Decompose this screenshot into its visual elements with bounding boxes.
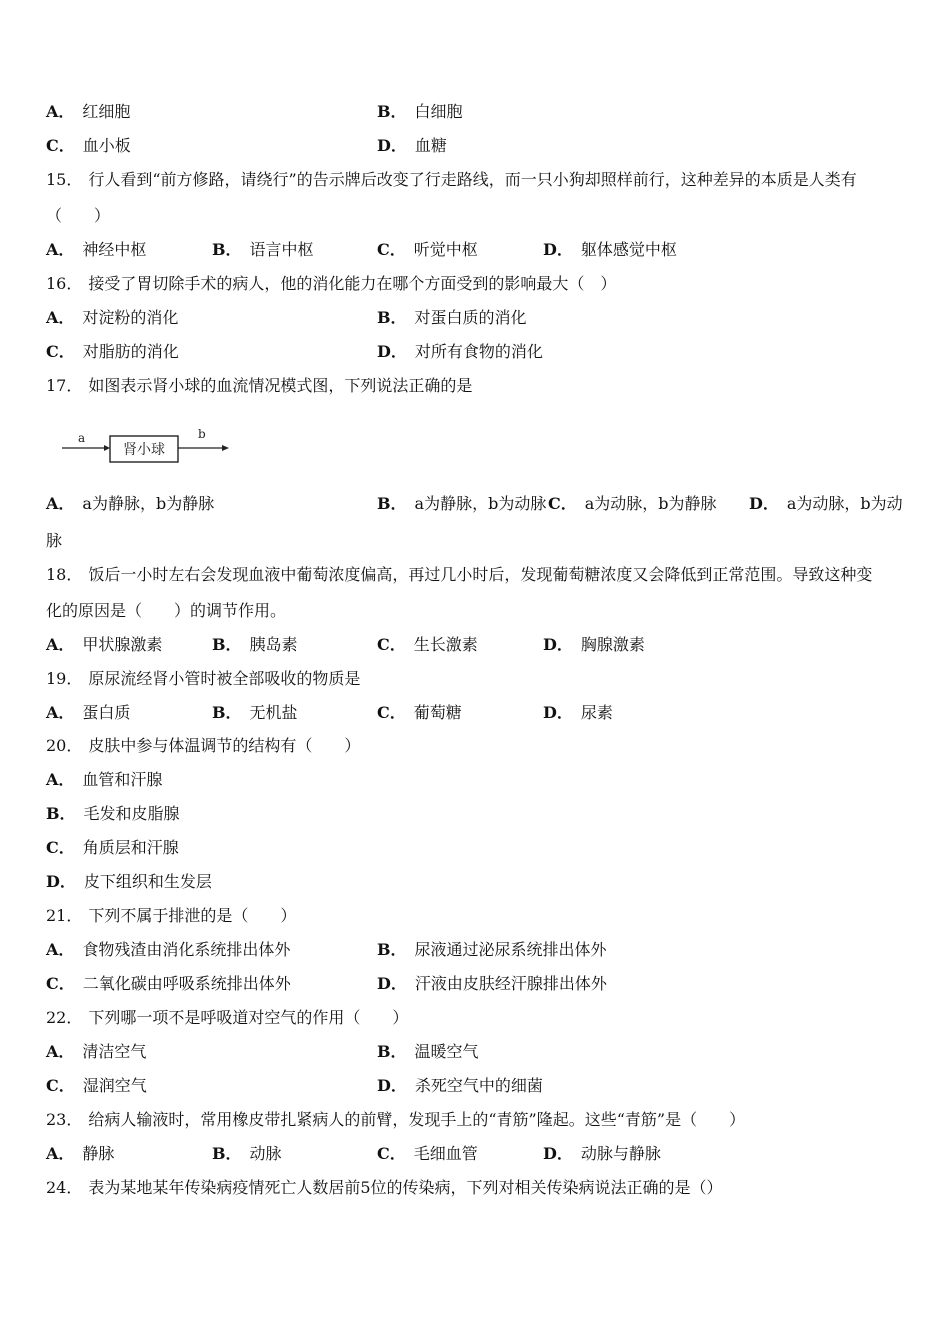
q22-stem: [46, 1008, 408, 1028]
option-letter: C．: [377, 240, 406, 259]
option-letter: A．: [46, 240, 75, 259]
question-text: 如图表示肾小球的血流情况模式图，下列说法正确的是: [88, 376, 473, 395]
option-text: 毛发和皮脂腺: [83, 804, 180, 823]
q15-option-b: [212, 240, 314, 260]
option-letter: C．: [548, 494, 577, 513]
q19-option-b: [212, 703, 298, 723]
option-text: 食物残渣由消化系统排出体外: [82, 940, 291, 959]
q21-stem: [46, 906, 296, 926]
glomerulus-label: 肾小球: [123, 442, 165, 458]
q17-option-d-wrap: 脉: [46, 531, 63, 550]
q21-option-a: [46, 940, 290, 960]
q15-option-a: [46, 240, 146, 260]
q23-option-c: [377, 1144, 478, 1164]
option-letter: A．: [46, 308, 75, 327]
question-text: 下列哪一项不是呼吸道对空气的作用（ ）: [88, 1008, 409, 1027]
option-text: a为动脉，b为静脉: [584, 494, 717, 513]
option-letter: D．: [46, 872, 76, 891]
glomerulus-flow-diagram: [60, 426, 235, 466]
q19-stem: [46, 669, 360, 689]
q21-option-b: [377, 940, 607, 960]
option-letter: B．: [212, 703, 242, 722]
option-letter: A．: [46, 940, 75, 959]
option-letter: C．: [46, 136, 75, 155]
option-text: 角质层和汗腺: [82, 838, 179, 857]
question-number: 17．: [46, 376, 83, 395]
option-letter: D．: [543, 635, 573, 654]
q22-option-a: [46, 1042, 146, 1062]
q16-option-d: [377, 342, 543, 362]
question-text: 皮肤中参与体温调节的结构有（ ）: [88, 736, 361, 755]
q17-option-c: [548, 494, 717, 514]
q23-option-d: [543, 1144, 661, 1164]
option-letter: C．: [377, 703, 406, 722]
question-text: 饭后一小时左右会发现血液中葡萄浓度偏高，再过几小时后，发现葡萄糖浓度又会降低到正常范围。导致这种变: [88, 565, 873, 584]
option-text: 动脉与静脉: [580, 1144, 661, 1163]
option-text: 温暖空气: [414, 1042, 479, 1061]
question-text: 表为某地某年传染病疫情死亡人数居前5位的传染病，下列对相关传染病说法正确的是（）: [88, 1178, 723, 1197]
option-letter: D．: [377, 974, 407, 993]
option-text: 清洁空气: [82, 1042, 147, 1061]
option-letter: C．: [377, 1144, 406, 1163]
option-letter: D．: [543, 703, 573, 722]
option-letter: D．: [543, 1144, 573, 1163]
q14-option-a: [46, 102, 130, 122]
q16-option-a: [46, 308, 178, 328]
question-text: 接受了胃切除手术的病人，他的消化能力在哪个方面受到的影响最大（ ）: [88, 274, 617, 293]
question-text: 给病人输液时，常用橡皮带扎紧病人的前臂，发现手上的“青筋”隆起。这些“青筋”是（ ）: [88, 1110, 746, 1129]
option-letter: D．: [377, 342, 407, 361]
option-letter: A．: [46, 102, 75, 121]
option-letter: C．: [46, 838, 75, 857]
question-number: 16．: [46, 274, 83, 293]
q21-option-c: [46, 974, 291, 994]
option-letter: D．: [543, 240, 573, 259]
option-text: 杀死空气中的细菌: [414, 1076, 543, 1095]
question-number: 22．: [46, 1008, 83, 1027]
option-text: 湿润空气: [82, 1076, 147, 1095]
option-text: 静脉: [82, 1144, 115, 1163]
question-number: 19．: [46, 669, 83, 688]
option-text: 蛋白质: [82, 703, 131, 722]
option-text: 对脂肪的消化: [82, 342, 179, 361]
question-number: 20．: [46, 736, 83, 755]
q15-stem: [46, 170, 857, 190]
option-text: 对蛋白质的消化: [414, 308, 527, 327]
option-letter: A．: [46, 1144, 75, 1163]
q20-option-c: [46, 838, 179, 858]
question-text: 行人看到“前方修路，请绕行”的告示牌后改变了行走路线，而一只小狗却照样前行，这种差异的本质是人类有: [88, 170, 857, 189]
option-text: 皮下组织和生发层: [83, 872, 212, 891]
option-letter: B．: [212, 635, 242, 654]
question-number: 24．: [46, 1178, 83, 1197]
inflow-label: a: [78, 431, 86, 445]
option-text: 尿液通过泌尿系统排出体外: [414, 940, 607, 959]
option-text: a为静脉，b为动脉: [414, 494, 547, 513]
q14-option-b: [377, 102, 463, 122]
option-letter: B．: [212, 240, 242, 259]
option-letter: B．: [377, 494, 407, 513]
q17-option-d: [749, 494, 903, 514]
option-letter: C．: [46, 974, 75, 993]
option-text: 甲状腺激素: [82, 635, 163, 654]
option-text: 白细胞: [414, 102, 463, 121]
q23-option-b: [212, 1144, 282, 1164]
q15-option-d: [543, 240, 677, 260]
q15-stem-line2: （ ）: [46, 206, 111, 225]
q21-option-d: [377, 974, 607, 994]
outflow-label: b: [198, 427, 206, 441]
q14-option-c: [46, 136, 131, 156]
option-text: 尿素: [580, 703, 613, 722]
option-text: 葡萄糖: [413, 703, 462, 722]
question-number: 21．: [46, 906, 83, 925]
q16-stem: [46, 274, 616, 294]
q14-option-d: [377, 136, 447, 156]
q18-stem-line2: 化的原因是（ ）的调节作用。: [46, 601, 287, 620]
q18-stem: [46, 565, 872, 585]
question-text: 下列不属于排泄的是（ ）: [88, 906, 297, 925]
option-letter: B．: [212, 1144, 242, 1163]
q18-option-a: [46, 635, 162, 655]
q23-stem: [46, 1110, 745, 1130]
q19-option-a: [46, 703, 130, 723]
option-letter: B．: [377, 1042, 407, 1061]
option-text: 动脉: [249, 1144, 282, 1163]
option-text: 血糖: [414, 136, 447, 155]
option-text: 胰岛素: [249, 635, 298, 654]
question-number: 23．: [46, 1110, 83, 1129]
q18-option-d: [543, 635, 645, 655]
option-letter: B．: [377, 102, 407, 121]
q18-option-b: [212, 635, 298, 655]
option-letter: A．: [46, 635, 75, 654]
inflow-arrowhead: [104, 445, 110, 451]
option-letter: C．: [46, 342, 75, 361]
option-text: 二氧化碳由呼吸系统排出体外: [82, 974, 291, 993]
q17-stem: [46, 376, 472, 396]
option-text: 血管和汗腺: [82, 770, 163, 789]
option-text: 语言中枢: [249, 240, 314, 259]
option-text: a为静脉，b为静脉: [82, 494, 215, 513]
option-text: 对淀粉的消化: [82, 308, 179, 327]
option-letter: D．: [749, 494, 779, 513]
outflow-arrowhead: [222, 445, 229, 451]
q16-option-c: [46, 342, 179, 362]
option-text: 红细胞: [82, 102, 131, 121]
option-letter: C．: [377, 635, 406, 654]
q15-option-c: [377, 240, 478, 260]
q18-option-c: [377, 635, 478, 655]
option-letter: A．: [46, 494, 75, 513]
q17-option-a: [46, 494, 214, 514]
option-text: a为动脉，b为动: [786, 494, 903, 513]
option-letter: B．: [377, 940, 407, 959]
q20-stem: [46, 736, 360, 756]
option-letter: D．: [377, 1076, 407, 1095]
option-text: 听觉中枢: [413, 240, 478, 259]
option-text: 胸腺激素: [580, 635, 645, 654]
q23-option-a: [46, 1144, 114, 1164]
option-text: 无机盐: [249, 703, 298, 722]
option-letter: A．: [46, 1042, 75, 1061]
option-text: 躯体感觉中枢: [580, 240, 677, 259]
q24-stem: [46, 1178, 723, 1198]
option-letter: D．: [377, 136, 407, 155]
option-letter: B．: [46, 804, 76, 823]
q19-option-d: [543, 703, 613, 723]
q20-option-b: [46, 804, 180, 824]
option-text: 神经中枢: [82, 240, 147, 259]
option-text: 对所有食物的消化: [414, 342, 543, 361]
option-letter: A．: [46, 703, 75, 722]
q19-option-c: [377, 703, 462, 723]
q20-option-a: [46, 770, 162, 790]
option-text: 汗液由皮肤经汗腺排出体外: [414, 974, 607, 993]
q16-option-b: [377, 308, 527, 328]
q22-option-c: [46, 1076, 147, 1096]
question-number: 18．: [46, 565, 83, 584]
q22-option-d: [377, 1076, 543, 1096]
question-text: 原尿流经肾小管时被全部吸收的物质是: [88, 669, 361, 688]
option-text: 生长激素: [413, 635, 478, 654]
option-text: 毛细血管: [413, 1144, 478, 1163]
option-letter: A．: [46, 770, 75, 789]
option-letter: B．: [377, 308, 407, 327]
q20-option-d: [46, 872, 212, 892]
option-letter: C．: [46, 1076, 75, 1095]
option-text: 血小板: [82, 136, 131, 155]
question-number: 15．: [46, 170, 83, 189]
q17-option-b: [377, 494, 546, 514]
q22-option-b: [377, 1042, 479, 1062]
